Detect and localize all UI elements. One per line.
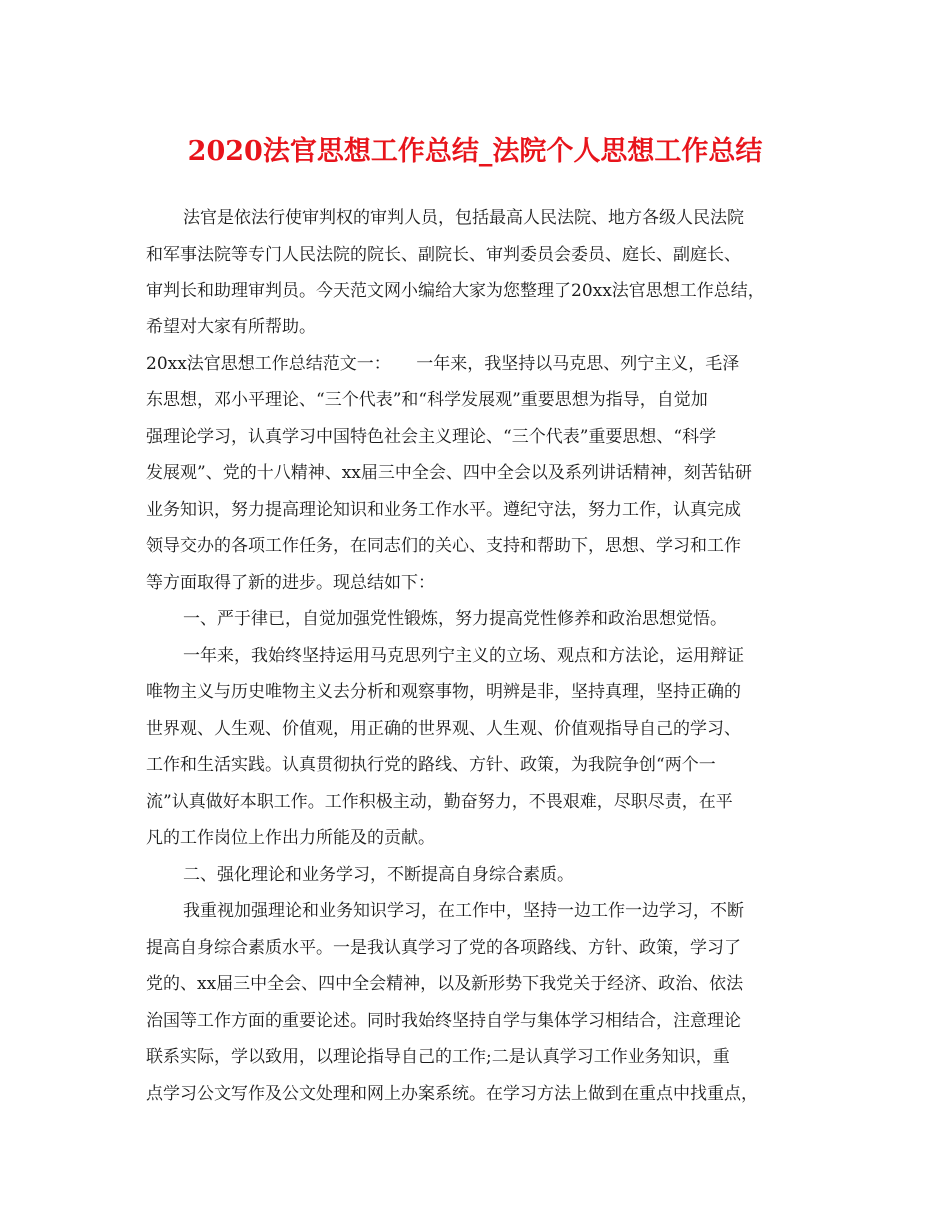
text-line: 世界观、人生观、价值观，用正确的世界观、人生观、价值观指导自己的学习、 [146, 719, 741, 739]
text-line: 治国等工作方面的重要论述。同时我始终坚持自学与集体学习相结合，注意理论 [146, 1011, 741, 1031]
text-line: 强理论学习，认真学习中国特色社会主义理论、“三个代表”重要思想、“科学 [146, 427, 717, 447]
text-line: 等方面取得了新的进步。现总结如下： [146, 573, 435, 593]
text-line: 联系实际，学以致用，以理论指导自己的工作;二是认真学习工作业务知识，重 [146, 1047, 730, 1067]
text-line: 党的、xx届三中全会、四中全会精神，以及新形势下我党关于经济、政治、依法 [146, 974, 744, 994]
text-line: 点学习公文写作及公文处理和网上办案系统。在学习方法上做到在重点中找重点， [146, 1084, 758, 1104]
text-line: 希望对大家有所帮助。 [146, 317, 316, 337]
text-line: 20xx法官思想工作总结范文一： 一年来，我坚持以马克思、列宁主义，毛泽 [146, 354, 740, 374]
text-line: 领导交办的各项工作任务，在同志们的关心、支持和帮助下，思想、学习和工作 [146, 536, 741, 556]
document-title: 2020法官思想工作总结_法院个人思想工作总结 [187, 136, 763, 167]
text-line: 凡的工作岗位上作出力所能及的贡献。 [146, 828, 435, 848]
text-line: 和军事法院等专门人民法院的院长、副院长、审判委员会委员、庭长、副庭长、 [146, 245, 741, 265]
text-line: 法官是依法行使审判权的审判人员，包括最高人民法院、地方各级人民法院 [183, 208, 744, 228]
section-heading: 一、严于律已，自觉加强党性锻炼，努力提高党性修养和政治思想觉悟。 [183, 609, 727, 629]
text-line: 唯物主义与历史唯物主义去分析和观察事物，明辨是非，坚持真理，坚持正确的 [146, 682, 741, 702]
text-line: 提高自身综合素质水平。一是我认真学习了党的各项路线、方针、政策，学习了 [146, 938, 741, 958]
text-line: 发展观”、党的十八精神、xx届三中全会、四中全会以及系列讲话精神，刻苦钻研 [146, 463, 752, 483]
text-line: 业务知识，努力提高理论知识和业务工作水平。遵纪守法，努力工作，认真完成 [146, 500, 741, 520]
text-line: 一年来，我始终坚持运用马克思列宁主义的立场、观点和方法论，运用辩证 [183, 646, 744, 666]
text-line: 我重视加强理论和业务知识学习，在工作中，坚持一边工作一边学习，不断 [183, 901, 744, 921]
text-line: 审判长和助理审判员。今天范文网小编给大家为您整理了20xx法官思想工作总结， [146, 281, 765, 301]
text-line: 工作和生活实践。认真贯彻执行党的路线、方针、政策，为我院争创“两个一 [146, 755, 716, 775]
text-line: 流”认真做好本职工作。工作积极主动，勤奋努力，不畏艰难，尽职尽责，在平 [146, 792, 733, 812]
text-line: 东思想，邓小平理论、“三个代表”和“科学发展观”重要思想为指导，自觉加 [146, 390, 708, 410]
section-heading: 二、强化理论和业务学习，不断提高自身综合素质。 [183, 865, 574, 885]
